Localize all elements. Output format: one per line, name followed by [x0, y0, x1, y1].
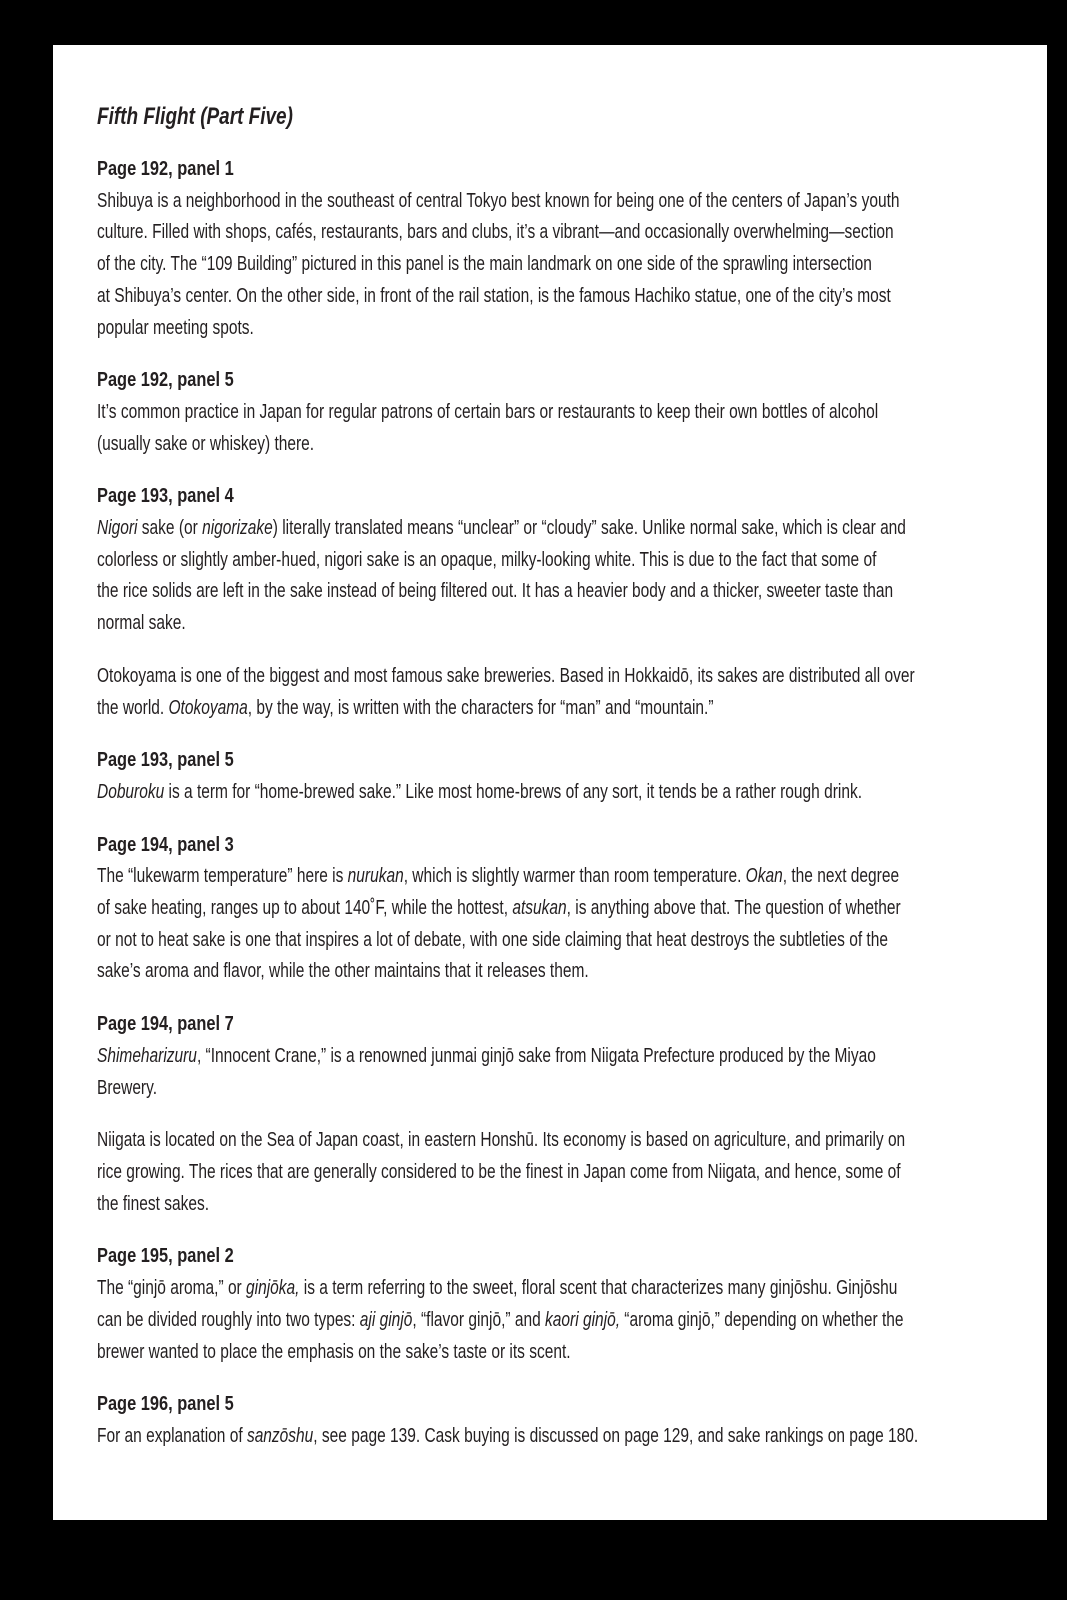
- text-line: [97, 513, 1012, 545]
- text-run: can be divided roughly into two types:: [97, 1308, 360, 1331]
- note-heading: Page 193, panel 4: [97, 485, 234, 508]
- note-paragraph: [97, 1273, 1017, 1368]
- text-line: [97, 608, 1012, 640]
- italic-term: atsukan: [512, 897, 567, 920]
- note-heading: Page 194, panel 7: [97, 1013, 234, 1036]
- page-title: Fifth Flight (Part Five): [97, 103, 293, 130]
- note-section: [97, 154, 1017, 344]
- note-paragraph: [97, 1421, 1017, 1453]
- italic-term: nigorizake: [202, 517, 273, 540]
- text-line: [97, 1337, 1012, 1369]
- text-run: or not to heat sake is one that inspires a lot of debate, with one side claiming that heat destroys the subtleties of the: [97, 928, 888, 951]
- text-run: ) literally translated means “unclear” or “cloudy” sake. Unlike normal sake, which is clear and: [272, 517, 906, 540]
- text-run: popular meeting spots.: [97, 316, 254, 339]
- italic-term: Doburoku: [97, 780, 165, 803]
- text-line: [97, 693, 1012, 725]
- text-run: of sake heating, ranges up to about 140˚F, while the hottest,: [97, 897, 513, 920]
- text-line: [97, 1125, 1012, 1157]
- text-run: “aroma ginjō,” depending on whether the: [620, 1308, 904, 1331]
- text-line: [97, 1305, 1012, 1337]
- text-run: The “ginjō aroma,” or: [97, 1277, 247, 1300]
- text-line: [97, 893, 1012, 925]
- note-paragraph: [97, 861, 1017, 988]
- note-paragraph: [97, 1125, 1017, 1220]
- text-run: , “Innocent Crane,” is a renowned junmai ginjō sake from Niigata Prefecture produced by the Miyao: [196, 1044, 876, 1067]
- italic-term: kaori ginjō,: [545, 1308, 621, 1331]
- note-heading: Page 192, panel 1: [97, 158, 234, 180]
- italic-term: Otokoyama: [168, 696, 248, 719]
- text-line: [97, 1073, 1012, 1105]
- note-paragraph: [97, 513, 1017, 640]
- note-section: [97, 481, 1017, 724]
- text-run: , “flavor ginjō,” and: [412, 1308, 546, 1331]
- text-run: (usually sake or whiskey) there.: [97, 432, 315, 455]
- text-run: For an explanation of: [97, 1424, 247, 1447]
- text-run: , is anything above that. The question of whether: [566, 897, 901, 920]
- text-run: rice growing. The rices that are generally considered to be the finest in Japan come from Niigata, and hence, some of: [97, 1160, 901, 1183]
- text-line: [97, 1157, 1012, 1189]
- note-paragraph: [97, 661, 1017, 724]
- text-run: culture. Filled with shops, cafés, restaurants, bars and clubs, it’s a vibrant—and occasionally overwhelming—section: [97, 221, 894, 244]
- text-line: [97, 1421, 1012, 1453]
- text-run: of the city. The “109 Building” pictured in this panel is the main landmark on one side of the sprawling intersection: [97, 253, 872, 276]
- text-line: [97, 1041, 1012, 1073]
- text-line: [97, 956, 1012, 988]
- text-line: [97, 429, 1012, 461]
- text-line: [97, 545, 1012, 577]
- text-run: at Shibuya’s center. On the other side, in front of the rail station, is the famous Hachiko statue, one of the city’s most: [97, 284, 891, 307]
- italic-term: ginjōka,: [246, 1277, 300, 1300]
- text-run: brewer wanted to place the emphasis on the sake’s taste or its scent.: [97, 1340, 571, 1363]
- text-run: Otokoyama is one of the biggest and most famous sake breweries. Based in Hokkaidō, its sakes are distributed all over: [97, 664, 915, 687]
- note-heading: Page 194, panel 3: [97, 833, 234, 856]
- note-paragraph: [97, 397, 1017, 460]
- text-run: It’s common practice in Japan for regular patrons of certain bars or restaurants to keep their own bottles of alcohol: [97, 400, 879, 423]
- page-content: [97, 101, 1017, 1474]
- note-section: [97, 365, 1017, 460]
- text-line: [97, 1189, 1012, 1221]
- italic-term: sanzōshu: [246, 1424, 314, 1447]
- text-run: is a term for “home-brewed sake.” Like most home-brews of any sort, it tends be a rather rough drink.: [164, 780, 863, 803]
- text-run: the finest sakes.: [97, 1192, 210, 1215]
- text-run: sake (or: [137, 517, 203, 540]
- text-run: the rice solids are left in the sake instead of being filtered out. It has a heavier body and a thicker, sweeter taste than: [97, 580, 894, 603]
- note-heading: Page 193, panel 5: [97, 749, 234, 772]
- text-run: Niigata is located on the Sea of Japan coast, in eastern Honshū. Its economy is based on agriculture, and primarily on: [97, 1129, 906, 1152]
- italic-term: nurukan: [347, 865, 404, 888]
- text-line: [97, 925, 1012, 957]
- note-section: [97, 745, 1017, 808]
- text-run: is a term referring to the sweet, floral scent that characterizes many ginjōshu. Ginjōshu: [299, 1277, 898, 1300]
- note-heading: Page 196, panel 5: [97, 1393, 234, 1416]
- notes-body: [97, 154, 1017, 1453]
- text-run: colorless or slightly amber-hued, nigori sake is an opaque, milky-looking white. This is due to the fact that some of: [97, 548, 877, 571]
- text-run: The “lukewarm temperature” here is: [97, 865, 348, 888]
- note-section: [97, 1241, 1017, 1368]
- note-section: [97, 1389, 1017, 1452]
- italic-term: Nigori: [97, 517, 138, 540]
- text-run: , by the way, is written with the characters for “man” and “mountain.”: [247, 696, 714, 719]
- text-line: [97, 861, 1012, 893]
- text-line: [97, 397, 1012, 429]
- italic-term: aji ginjō: [359, 1308, 413, 1331]
- text-run: , see page 139. Cask buying is discussed on page 129, and sake rankings on page 180.: [313, 1424, 919, 1447]
- text-line: [97, 186, 1012, 218]
- note-paragraph: [97, 1041, 1017, 1104]
- text-run: , the next degree: [782, 865, 900, 888]
- text-line: [97, 777, 1012, 809]
- note-heading: Page 192, panel 5: [97, 369, 234, 392]
- book-page: [53, 45, 1047, 1520]
- note-paragraph: [97, 186, 1017, 345]
- text-line: [97, 661, 1012, 693]
- note-section: [97, 1009, 1017, 1220]
- text-line: [97, 249, 1012, 281]
- text-line: [97, 576, 1012, 608]
- text-run: , which is slightly warmer than room temperature.: [403, 865, 746, 888]
- text-line: [97, 1273, 1012, 1305]
- text-line: [97, 281, 1012, 313]
- italic-term: Shimeharizuru: [97, 1044, 197, 1067]
- text-run: sake’s aroma and flavor, while the other maintains that it releases them.: [97, 960, 589, 983]
- note-paragraph: [97, 777, 1017, 809]
- text-run: the world.: [97, 696, 169, 719]
- italic-term: Okan: [745, 865, 783, 888]
- text-line: [97, 217, 1012, 249]
- text-run: normal sake.: [97, 612, 186, 635]
- text-run: Brewery.: [97, 1076, 158, 1099]
- note-section: [97, 830, 1017, 989]
- note-heading: Page 195, panel 2: [97, 1245, 234, 1268]
- text-line: [97, 313, 1012, 345]
- text-run: Shibuya is a neighborhood in the southeast of central Tokyo best known for being one of the centers of Japan’s youth: [97, 189, 900, 212]
